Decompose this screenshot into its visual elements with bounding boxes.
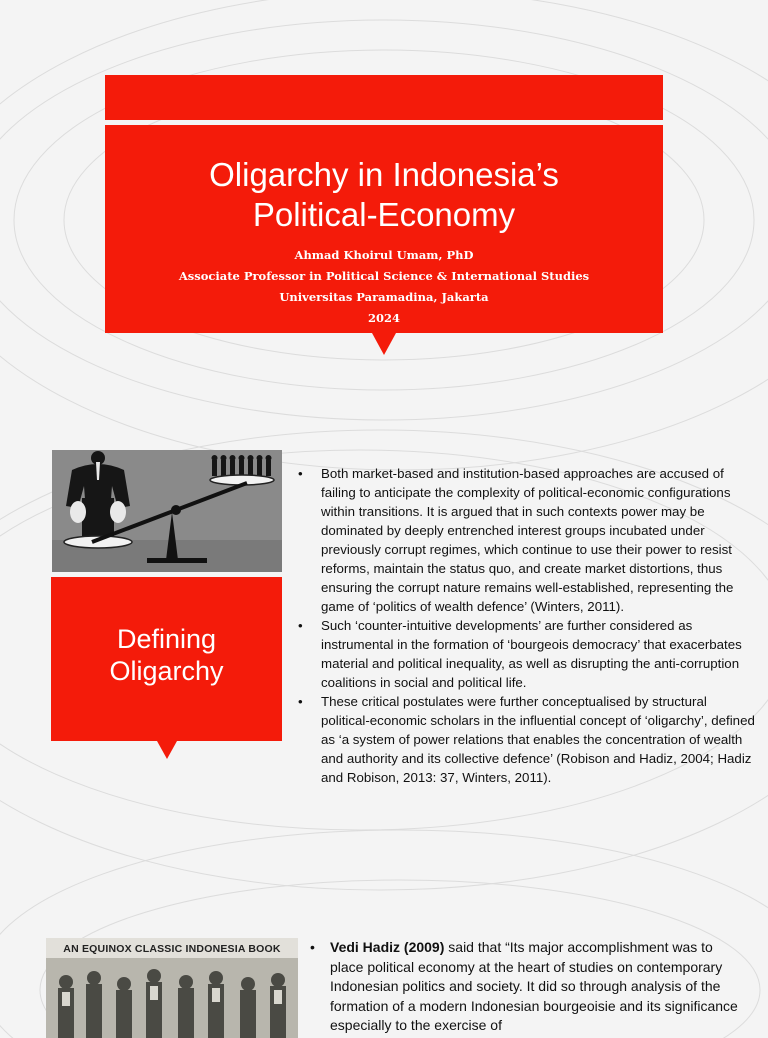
citation-author: Vedi Hadiz (2009) bbox=[330, 939, 445, 955]
author-name: Ahmad Khoirul Umam, PhD bbox=[294, 248, 474, 262]
title-slide bbox=[0, 0, 768, 415]
title-pointer-triangle bbox=[372, 333, 396, 355]
bullet-text: These critical postulates were further conceptualised by structural political-economic scholars in the influential concept of ‘oligarchy’, defined as ‘a system of power relations that enables the concentration of wealth and authority and its collective defence’ (Robison and Hadiz, 2004; Hadiz and Robison, 2013: 37, Winters, 2011). bbox=[321, 694, 755, 785]
bullet-icon: • bbox=[310, 939, 315, 955]
hadiz-bullet-list bbox=[308, 938, 738, 1036]
heading-line-2: Oligarchy bbox=[109, 656, 224, 686]
author-position: Associate Professor in Political Science & International Studies bbox=[178, 269, 590, 283]
heading-pointer-triangle bbox=[157, 741, 177, 759]
list-item bbox=[308, 938, 738, 1036]
list-item bbox=[296, 464, 756, 616]
section-heading bbox=[51, 623, 282, 687]
bullet-icon: • bbox=[298, 466, 303, 481]
presentation-year: 2024 bbox=[367, 311, 400, 325]
author-institution: Universitas Paramadina, Jakarta bbox=[279, 290, 489, 304]
bullet-icon: • bbox=[298, 618, 303, 633]
bullet-text: Such ‘counter-intuitive developments’ are further considered as instrumental in the formation of ‘bourgeois democracy’ that exacerbates material and political inequality, as well as disrupting the anti-corruption coalitions in social and political life. bbox=[321, 618, 742, 690]
scale-seesaw-illustration bbox=[52, 450, 282, 572]
book-cover-image bbox=[46, 938, 298, 1038]
title-line-1: Oligarchy in Indonesia’s bbox=[209, 156, 559, 193]
title-accent-bar bbox=[105, 75, 663, 120]
book-banner: AN EQUINOX CLASSIC INDONESIA BOOK bbox=[46, 938, 298, 958]
defining-oligarchy-slide bbox=[0, 415, 768, 890]
heading-line-1: Defining bbox=[116, 624, 217, 654]
section-heading-box bbox=[51, 577, 282, 741]
bullet-list bbox=[296, 464, 756, 787]
quote-text: said that “Its major accomplishment was to place political economy at the heart of studies on contemporary Indonesian politics and society. It did so through analysis of the formation of a modern Indonesian bourgeoisie and its significance especially to the exercise of bbox=[330, 939, 738, 1033]
hadiz-slide bbox=[0, 890, 768, 1033]
presentation-title bbox=[105, 155, 663, 235]
presenter-info bbox=[105, 245, 663, 329]
bullet-icon: • bbox=[298, 694, 303, 709]
title-line-2: Political-Economy bbox=[252, 196, 516, 233]
list-item bbox=[296, 616, 756, 692]
list-item bbox=[296, 692, 756, 787]
title-box bbox=[105, 125, 663, 333]
bullet-text: Both market-based and institution-based approaches are accused of failing to anticipate the complexity of political-economic configurations within transitions. It is argued that in such contexts power may be dominated by deeply entrenched interest groups incubated under previously corrupt regimes, which continue to use their power to resist reforms, maintain the status quo, and create market distortions, thus ensuring the corrupt nature remains well-established, representing the game of ‘politics of wealth defence’ (Winters, 2011). bbox=[321, 466, 734, 614]
